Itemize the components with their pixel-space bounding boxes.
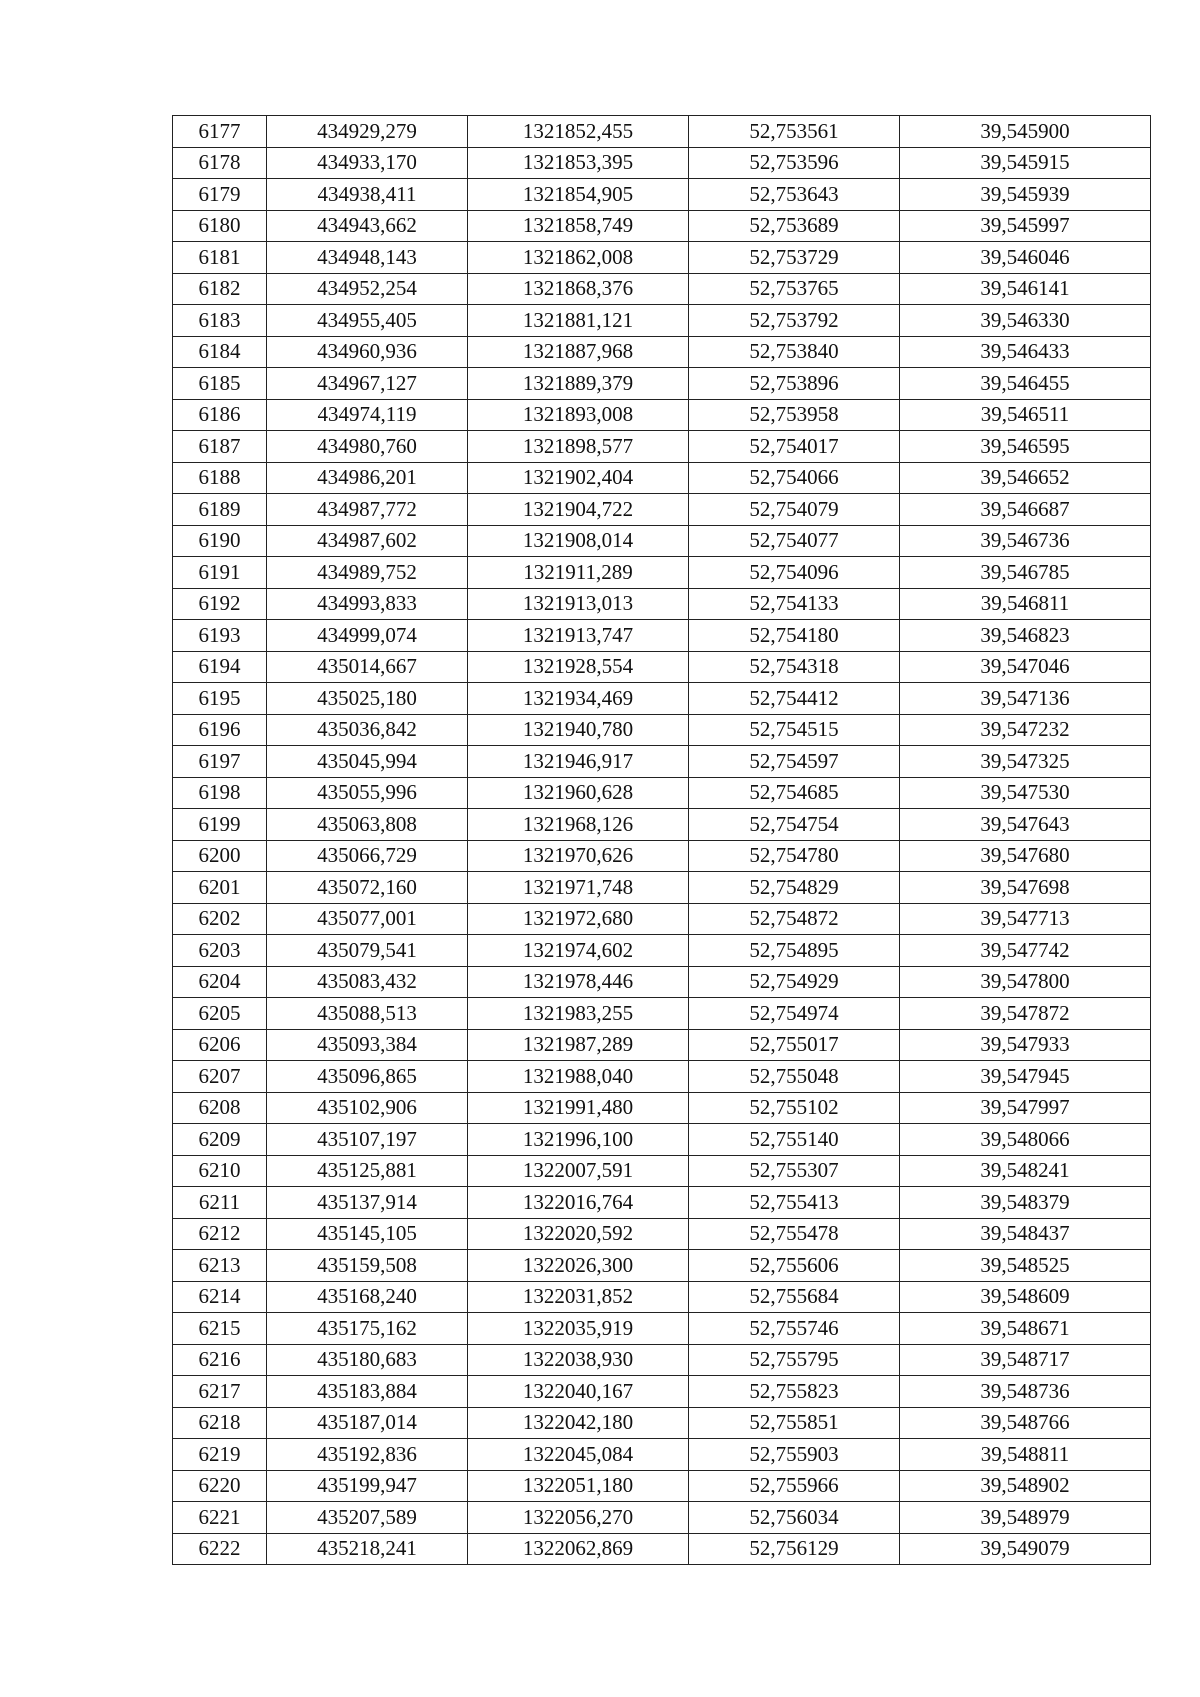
x-coordinate-cell: 434986,201 <box>267 462 468 494</box>
x-coordinate-cell: 434987,602 <box>267 525 468 557</box>
table-row <box>173 620 1151 652</box>
point-number-cell: 6190 <box>173 525 267 557</box>
point-number-cell: 6200 <box>173 840 267 872</box>
y-coordinate-cell: 1322007,591 <box>468 1155 689 1187</box>
point-number-cell: 6179 <box>173 179 267 211</box>
longitude-cell: 39,547136 <box>900 683 1151 715</box>
x-coordinate-cell: 434952,254 <box>267 273 468 305</box>
x-coordinate-cell: 435063,808 <box>267 809 468 841</box>
point-number-cell: 6222 <box>173 1533 267 1565</box>
y-coordinate-cell: 1321854,905 <box>468 179 689 211</box>
latitude-cell: 52,754133 <box>689 588 900 620</box>
y-coordinate-cell: 1321934,469 <box>468 683 689 715</box>
y-coordinate-cell: 1321893,008 <box>468 399 689 431</box>
x-coordinate-cell: 434948,143 <box>267 242 468 274</box>
x-coordinate-cell: 434929,279 <box>267 116 468 148</box>
y-coordinate-cell: 1322040,167 <box>468 1376 689 1408</box>
latitude-cell: 52,755017 <box>689 1029 900 1061</box>
x-coordinate-cell: 435218,241 <box>267 1533 468 1565</box>
longitude-cell: 39,545900 <box>900 116 1151 148</box>
latitude-cell: 52,753596 <box>689 147 900 179</box>
y-coordinate-cell: 1322056,270 <box>468 1502 689 1534</box>
y-coordinate-cell: 1321913,747 <box>468 620 689 652</box>
longitude-cell: 39,546046 <box>900 242 1151 274</box>
point-number-cell: 6219 <box>173 1439 267 1471</box>
longitude-cell: 39,547680 <box>900 840 1151 872</box>
longitude-cell: 39,548736 <box>900 1376 1151 1408</box>
longitude-cell: 39,546433 <box>900 336 1151 368</box>
table-row <box>173 116 1151 148</box>
longitude-cell: 39,548766 <box>900 1407 1151 1439</box>
y-coordinate-cell: 1321862,008 <box>468 242 689 274</box>
point-number-cell: 6199 <box>173 809 267 841</box>
latitude-cell: 52,754895 <box>689 935 900 967</box>
point-number-cell: 6212 <box>173 1218 267 1250</box>
table-row <box>173 1155 1151 1187</box>
y-coordinate-cell: 1321889,379 <box>468 368 689 400</box>
longitude-cell: 39,547872 <box>900 998 1151 1030</box>
table-row <box>173 1029 1151 1061</box>
point-number-cell: 6185 <box>173 368 267 400</box>
latitude-cell: 52,756129 <box>689 1533 900 1565</box>
y-coordinate-cell: 1322031,852 <box>468 1281 689 1313</box>
longitude-cell: 39,548811 <box>900 1439 1151 1471</box>
x-coordinate-cell: 435175,162 <box>267 1313 468 1345</box>
latitude-cell: 52,753729 <box>689 242 900 274</box>
table-row <box>173 1344 1151 1376</box>
longitude-cell: 39,546823 <box>900 620 1151 652</box>
point-number-cell: 6204 <box>173 966 267 998</box>
latitude-cell: 52,755478 <box>689 1218 900 1250</box>
x-coordinate-cell: 435045,994 <box>267 746 468 778</box>
longitude-cell: 39,545939 <box>900 179 1151 211</box>
latitude-cell: 52,755307 <box>689 1155 900 1187</box>
latitude-cell: 52,755606 <box>689 1250 900 1282</box>
point-number-cell: 6183 <box>173 305 267 337</box>
longitude-cell: 39,547698 <box>900 872 1151 904</box>
y-coordinate-cell: 1322035,919 <box>468 1313 689 1345</box>
longitude-cell: 39,546511 <box>900 399 1151 431</box>
longitude-cell: 39,547945 <box>900 1061 1151 1093</box>
longitude-cell: 39,546785 <box>900 557 1151 589</box>
latitude-cell: 52,756034 <box>689 1502 900 1534</box>
x-coordinate-cell: 435102,906 <box>267 1092 468 1124</box>
point-number-cell: 6218 <box>173 1407 267 1439</box>
y-coordinate-cell: 1321881,121 <box>468 305 689 337</box>
table-row <box>173 809 1151 841</box>
point-number-cell: 6205 <box>173 998 267 1030</box>
table-row <box>173 431 1151 463</box>
x-coordinate-cell: 435192,836 <box>267 1439 468 1471</box>
point-number-cell: 6192 <box>173 588 267 620</box>
latitude-cell: 52,753896 <box>689 368 900 400</box>
point-number-cell: 6207 <box>173 1061 267 1093</box>
table-row <box>173 1407 1151 1439</box>
y-coordinate-cell: 1321928,554 <box>468 651 689 683</box>
y-coordinate-cell: 1321852,455 <box>468 116 689 148</box>
latitude-cell: 52,755413 <box>689 1187 900 1219</box>
y-coordinate-cell: 1321978,446 <box>468 966 689 998</box>
y-coordinate-cell: 1321960,628 <box>468 777 689 809</box>
longitude-cell: 39,546595 <box>900 431 1151 463</box>
point-number-cell: 6191 <box>173 557 267 589</box>
longitude-cell: 39,549079 <box>900 1533 1151 1565</box>
longitude-cell: 39,546455 <box>900 368 1151 400</box>
y-coordinate-cell: 1321946,917 <box>468 746 689 778</box>
x-coordinate-cell: 435083,432 <box>267 966 468 998</box>
latitude-cell: 52,753840 <box>689 336 900 368</box>
x-coordinate-cell: 435066,729 <box>267 840 468 872</box>
longitude-cell: 39,548671 <box>900 1313 1151 1345</box>
point-number-cell: 6194 <box>173 651 267 683</box>
table-row <box>173 777 1151 809</box>
y-coordinate-cell: 1321868,376 <box>468 273 689 305</box>
longitude-cell: 39,547742 <box>900 935 1151 967</box>
latitude-cell: 52,754180 <box>689 620 900 652</box>
latitude-cell: 52,755823 <box>689 1376 900 1408</box>
longitude-cell: 39,547643 <box>900 809 1151 841</box>
x-coordinate-cell: 435207,589 <box>267 1502 468 1534</box>
y-coordinate-cell: 1321987,289 <box>468 1029 689 1061</box>
table-row <box>173 1092 1151 1124</box>
latitude-cell: 52,754096 <box>689 557 900 589</box>
x-coordinate-cell: 434999,074 <box>267 620 468 652</box>
x-coordinate-cell: 434993,833 <box>267 588 468 620</box>
latitude-cell: 52,754685 <box>689 777 900 809</box>
latitude-cell: 52,754515 <box>689 714 900 746</box>
table-row <box>173 1061 1151 1093</box>
x-coordinate-cell: 435077,001 <box>267 903 468 935</box>
point-number-cell: 6193 <box>173 620 267 652</box>
y-coordinate-cell: 1322045,084 <box>468 1439 689 1471</box>
y-coordinate-cell: 1321908,014 <box>468 525 689 557</box>
latitude-cell: 52,755795 <box>689 1344 900 1376</box>
point-number-cell: 6188 <box>173 462 267 494</box>
x-coordinate-cell: 435096,865 <box>267 1061 468 1093</box>
point-number-cell: 6198 <box>173 777 267 809</box>
latitude-cell: 52,755746 <box>689 1313 900 1345</box>
x-coordinate-cell: 435159,508 <box>267 1250 468 1282</box>
point-number-cell: 6210 <box>173 1155 267 1187</box>
latitude-cell: 52,753765 <box>689 273 900 305</box>
point-number-cell: 6211 <box>173 1187 267 1219</box>
table-row <box>173 1218 1151 1250</box>
point-number-cell: 6213 <box>173 1250 267 1282</box>
table-row <box>173 714 1151 746</box>
latitude-cell: 52,754754 <box>689 809 900 841</box>
y-coordinate-cell: 1321968,126 <box>468 809 689 841</box>
table-row <box>173 494 1151 526</box>
y-coordinate-cell: 1322038,930 <box>468 1344 689 1376</box>
x-coordinate-cell: 434943,662 <box>267 210 468 242</box>
latitude-cell: 52,754318 <box>689 651 900 683</box>
point-number-cell: 6178 <box>173 147 267 179</box>
latitude-cell: 52,753643 <box>689 179 900 211</box>
latitude-cell: 52,754780 <box>689 840 900 872</box>
longitude-cell: 39,547530 <box>900 777 1151 809</box>
table-row <box>173 966 1151 998</box>
table-row <box>173 1187 1151 1219</box>
x-coordinate-cell: 435107,197 <box>267 1124 468 1156</box>
y-coordinate-cell: 1322020,592 <box>468 1218 689 1250</box>
point-number-cell: 6206 <box>173 1029 267 1061</box>
latitude-cell: 52,755851 <box>689 1407 900 1439</box>
latitude-cell: 52,753689 <box>689 210 900 242</box>
y-coordinate-cell: 1322042,180 <box>468 1407 689 1439</box>
coordinates-table <box>172 115 1151 1565</box>
y-coordinate-cell: 1321991,480 <box>468 1092 689 1124</box>
y-coordinate-cell: 1321974,602 <box>468 935 689 967</box>
table-row <box>173 305 1151 337</box>
point-number-cell: 6195 <box>173 683 267 715</box>
x-coordinate-cell: 435125,881 <box>267 1155 468 1187</box>
longitude-cell: 39,545915 <box>900 147 1151 179</box>
x-coordinate-cell: 435079,541 <box>267 935 468 967</box>
point-number-cell: 6189 <box>173 494 267 526</box>
x-coordinate-cell: 435187,014 <box>267 1407 468 1439</box>
latitude-cell: 52,754829 <box>689 872 900 904</box>
x-coordinate-cell: 435137,914 <box>267 1187 468 1219</box>
point-number-cell: 6182 <box>173 273 267 305</box>
x-coordinate-cell: 434955,405 <box>267 305 468 337</box>
table-row <box>173 1470 1151 1502</box>
longitude-cell: 39,545997 <box>900 210 1151 242</box>
table-row <box>173 935 1151 967</box>
point-number-cell: 6186 <box>173 399 267 431</box>
point-number-cell: 6215 <box>173 1313 267 1345</box>
x-coordinate-cell: 435055,996 <box>267 777 468 809</box>
latitude-cell: 52,755903 <box>689 1439 900 1471</box>
point-number-cell: 6203 <box>173 935 267 967</box>
longitude-cell: 39,547232 <box>900 714 1151 746</box>
latitude-cell: 52,754079 <box>689 494 900 526</box>
latitude-cell: 52,755102 <box>689 1092 900 1124</box>
y-coordinate-cell: 1321983,255 <box>468 998 689 1030</box>
y-coordinate-cell: 1321911,289 <box>468 557 689 589</box>
x-coordinate-cell: 434967,127 <box>267 368 468 400</box>
table-row <box>173 399 1151 431</box>
table-row <box>173 273 1151 305</box>
x-coordinate-cell: 435036,842 <box>267 714 468 746</box>
table-row <box>173 746 1151 778</box>
longitude-cell: 39,548609 <box>900 1281 1151 1313</box>
table-row <box>173 1281 1151 1313</box>
table-row <box>173 588 1151 620</box>
x-coordinate-cell: 435025,180 <box>267 683 468 715</box>
y-coordinate-cell: 1321972,680 <box>468 903 689 935</box>
x-coordinate-cell: 434960,936 <box>267 336 468 368</box>
point-number-cell: 6180 <box>173 210 267 242</box>
table-row <box>173 1533 1151 1565</box>
y-coordinate-cell: 1321853,395 <box>468 147 689 179</box>
table-row <box>173 1502 1151 1534</box>
longitude-cell: 39,548979 <box>900 1502 1151 1534</box>
latitude-cell: 52,754077 <box>689 525 900 557</box>
latitude-cell: 52,754017 <box>689 431 900 463</box>
longitude-cell: 39,548902 <box>900 1470 1151 1502</box>
longitude-cell: 39,546687 <box>900 494 1151 526</box>
point-number-cell: 6184 <box>173 336 267 368</box>
table-row <box>173 1313 1151 1345</box>
table-row <box>173 210 1151 242</box>
point-number-cell: 6187 <box>173 431 267 463</box>
longitude-cell: 39,548241 <box>900 1155 1151 1187</box>
point-number-cell: 6177 <box>173 116 267 148</box>
table-row <box>173 368 1151 400</box>
table-row <box>173 1376 1151 1408</box>
longitude-cell: 39,548379 <box>900 1187 1151 1219</box>
longitude-cell: 39,547325 <box>900 746 1151 778</box>
y-coordinate-cell: 1321904,722 <box>468 494 689 526</box>
y-coordinate-cell: 1321940,780 <box>468 714 689 746</box>
x-coordinate-cell: 435014,667 <box>267 651 468 683</box>
y-coordinate-cell: 1321988,040 <box>468 1061 689 1093</box>
latitude-cell: 52,754872 <box>689 903 900 935</box>
latitude-cell: 52,754412 <box>689 683 900 715</box>
point-number-cell: 6221 <box>173 1502 267 1534</box>
longitude-cell: 39,548066 <box>900 1124 1151 1156</box>
y-coordinate-cell: 1321996,100 <box>468 1124 689 1156</box>
point-number-cell: 6181 <box>173 242 267 274</box>
point-number-cell: 6201 <box>173 872 267 904</box>
latitude-cell: 52,755966 <box>689 1470 900 1502</box>
y-coordinate-cell: 1321898,577 <box>468 431 689 463</box>
table-row <box>173 872 1151 904</box>
y-coordinate-cell: 1321902,404 <box>468 462 689 494</box>
latitude-cell: 52,754597 <box>689 746 900 778</box>
table-row <box>173 840 1151 872</box>
x-coordinate-cell: 434980,760 <box>267 431 468 463</box>
longitude-cell: 39,546141 <box>900 273 1151 305</box>
longitude-cell: 39,546652 <box>900 462 1151 494</box>
point-number-cell: 6217 <box>173 1376 267 1408</box>
latitude-cell: 52,754066 <box>689 462 900 494</box>
longitude-cell: 39,546330 <box>900 305 1151 337</box>
x-coordinate-cell: 435183,884 <box>267 1376 468 1408</box>
point-number-cell: 6197 <box>173 746 267 778</box>
x-coordinate-cell: 435168,240 <box>267 1281 468 1313</box>
y-coordinate-cell: 1321858,749 <box>468 210 689 242</box>
latitude-cell: 52,755048 <box>689 1061 900 1093</box>
x-coordinate-cell: 434938,411 <box>267 179 468 211</box>
x-coordinate-cell: 435072,160 <box>267 872 468 904</box>
longitude-cell: 39,547713 <box>900 903 1151 935</box>
point-number-cell: 6209 <box>173 1124 267 1156</box>
longitude-cell: 39,547046 <box>900 651 1151 683</box>
table-row <box>173 462 1151 494</box>
longitude-cell: 39,547800 <box>900 966 1151 998</box>
latitude-cell: 52,755684 <box>689 1281 900 1313</box>
table-row <box>173 1250 1151 1282</box>
longitude-cell: 39,547997 <box>900 1092 1151 1124</box>
longitude-cell: 39,546736 <box>900 525 1151 557</box>
point-number-cell: 6202 <box>173 903 267 935</box>
longitude-cell: 39,548717 <box>900 1344 1151 1376</box>
table-row <box>173 242 1151 274</box>
latitude-cell: 52,753958 <box>689 399 900 431</box>
latitude-cell: 52,753561 <box>689 116 900 148</box>
y-coordinate-cell: 1322026,300 <box>468 1250 689 1282</box>
table-row <box>173 1124 1151 1156</box>
y-coordinate-cell: 1321887,968 <box>468 336 689 368</box>
longitude-cell: 39,546811 <box>900 588 1151 620</box>
point-number-cell: 6214 <box>173 1281 267 1313</box>
x-coordinate-cell: 434974,119 <box>267 399 468 431</box>
latitude-cell: 52,753792 <box>689 305 900 337</box>
table-row <box>173 147 1151 179</box>
latitude-cell: 52,755140 <box>689 1124 900 1156</box>
coordinates-table-body <box>173 116 1151 1565</box>
latitude-cell: 52,754929 <box>689 966 900 998</box>
x-coordinate-cell: 435145,105 <box>267 1218 468 1250</box>
table-row <box>173 336 1151 368</box>
x-coordinate-cell: 435180,683 <box>267 1344 468 1376</box>
y-coordinate-cell: 1322051,180 <box>468 1470 689 1502</box>
y-coordinate-cell: 1321970,626 <box>468 840 689 872</box>
table-row <box>173 903 1151 935</box>
table-row <box>173 179 1151 211</box>
point-number-cell: 6196 <box>173 714 267 746</box>
y-coordinate-cell: 1321971,748 <box>468 872 689 904</box>
longitude-cell: 39,548525 <box>900 1250 1151 1282</box>
table-row <box>173 557 1151 589</box>
x-coordinate-cell: 434987,772 <box>267 494 468 526</box>
y-coordinate-cell: 1321913,013 <box>468 588 689 620</box>
table-row <box>173 998 1151 1030</box>
point-number-cell: 6208 <box>173 1092 267 1124</box>
table-row <box>173 525 1151 557</box>
table-row <box>173 1439 1151 1471</box>
x-coordinate-cell: 434933,170 <box>267 147 468 179</box>
longitude-cell: 39,547933 <box>900 1029 1151 1061</box>
longitude-cell: 39,548437 <box>900 1218 1151 1250</box>
x-coordinate-cell: 435093,384 <box>267 1029 468 1061</box>
point-number-cell: 6216 <box>173 1344 267 1376</box>
table-row <box>173 651 1151 683</box>
y-coordinate-cell: 1322016,764 <box>468 1187 689 1219</box>
x-coordinate-cell: 434989,752 <box>267 557 468 589</box>
latitude-cell: 52,754974 <box>689 998 900 1030</box>
y-coordinate-cell: 1322062,869 <box>468 1533 689 1565</box>
point-number-cell: 6220 <box>173 1470 267 1502</box>
table-row <box>173 683 1151 715</box>
x-coordinate-cell: 435199,947 <box>267 1470 468 1502</box>
x-coordinate-cell: 435088,513 <box>267 998 468 1030</box>
